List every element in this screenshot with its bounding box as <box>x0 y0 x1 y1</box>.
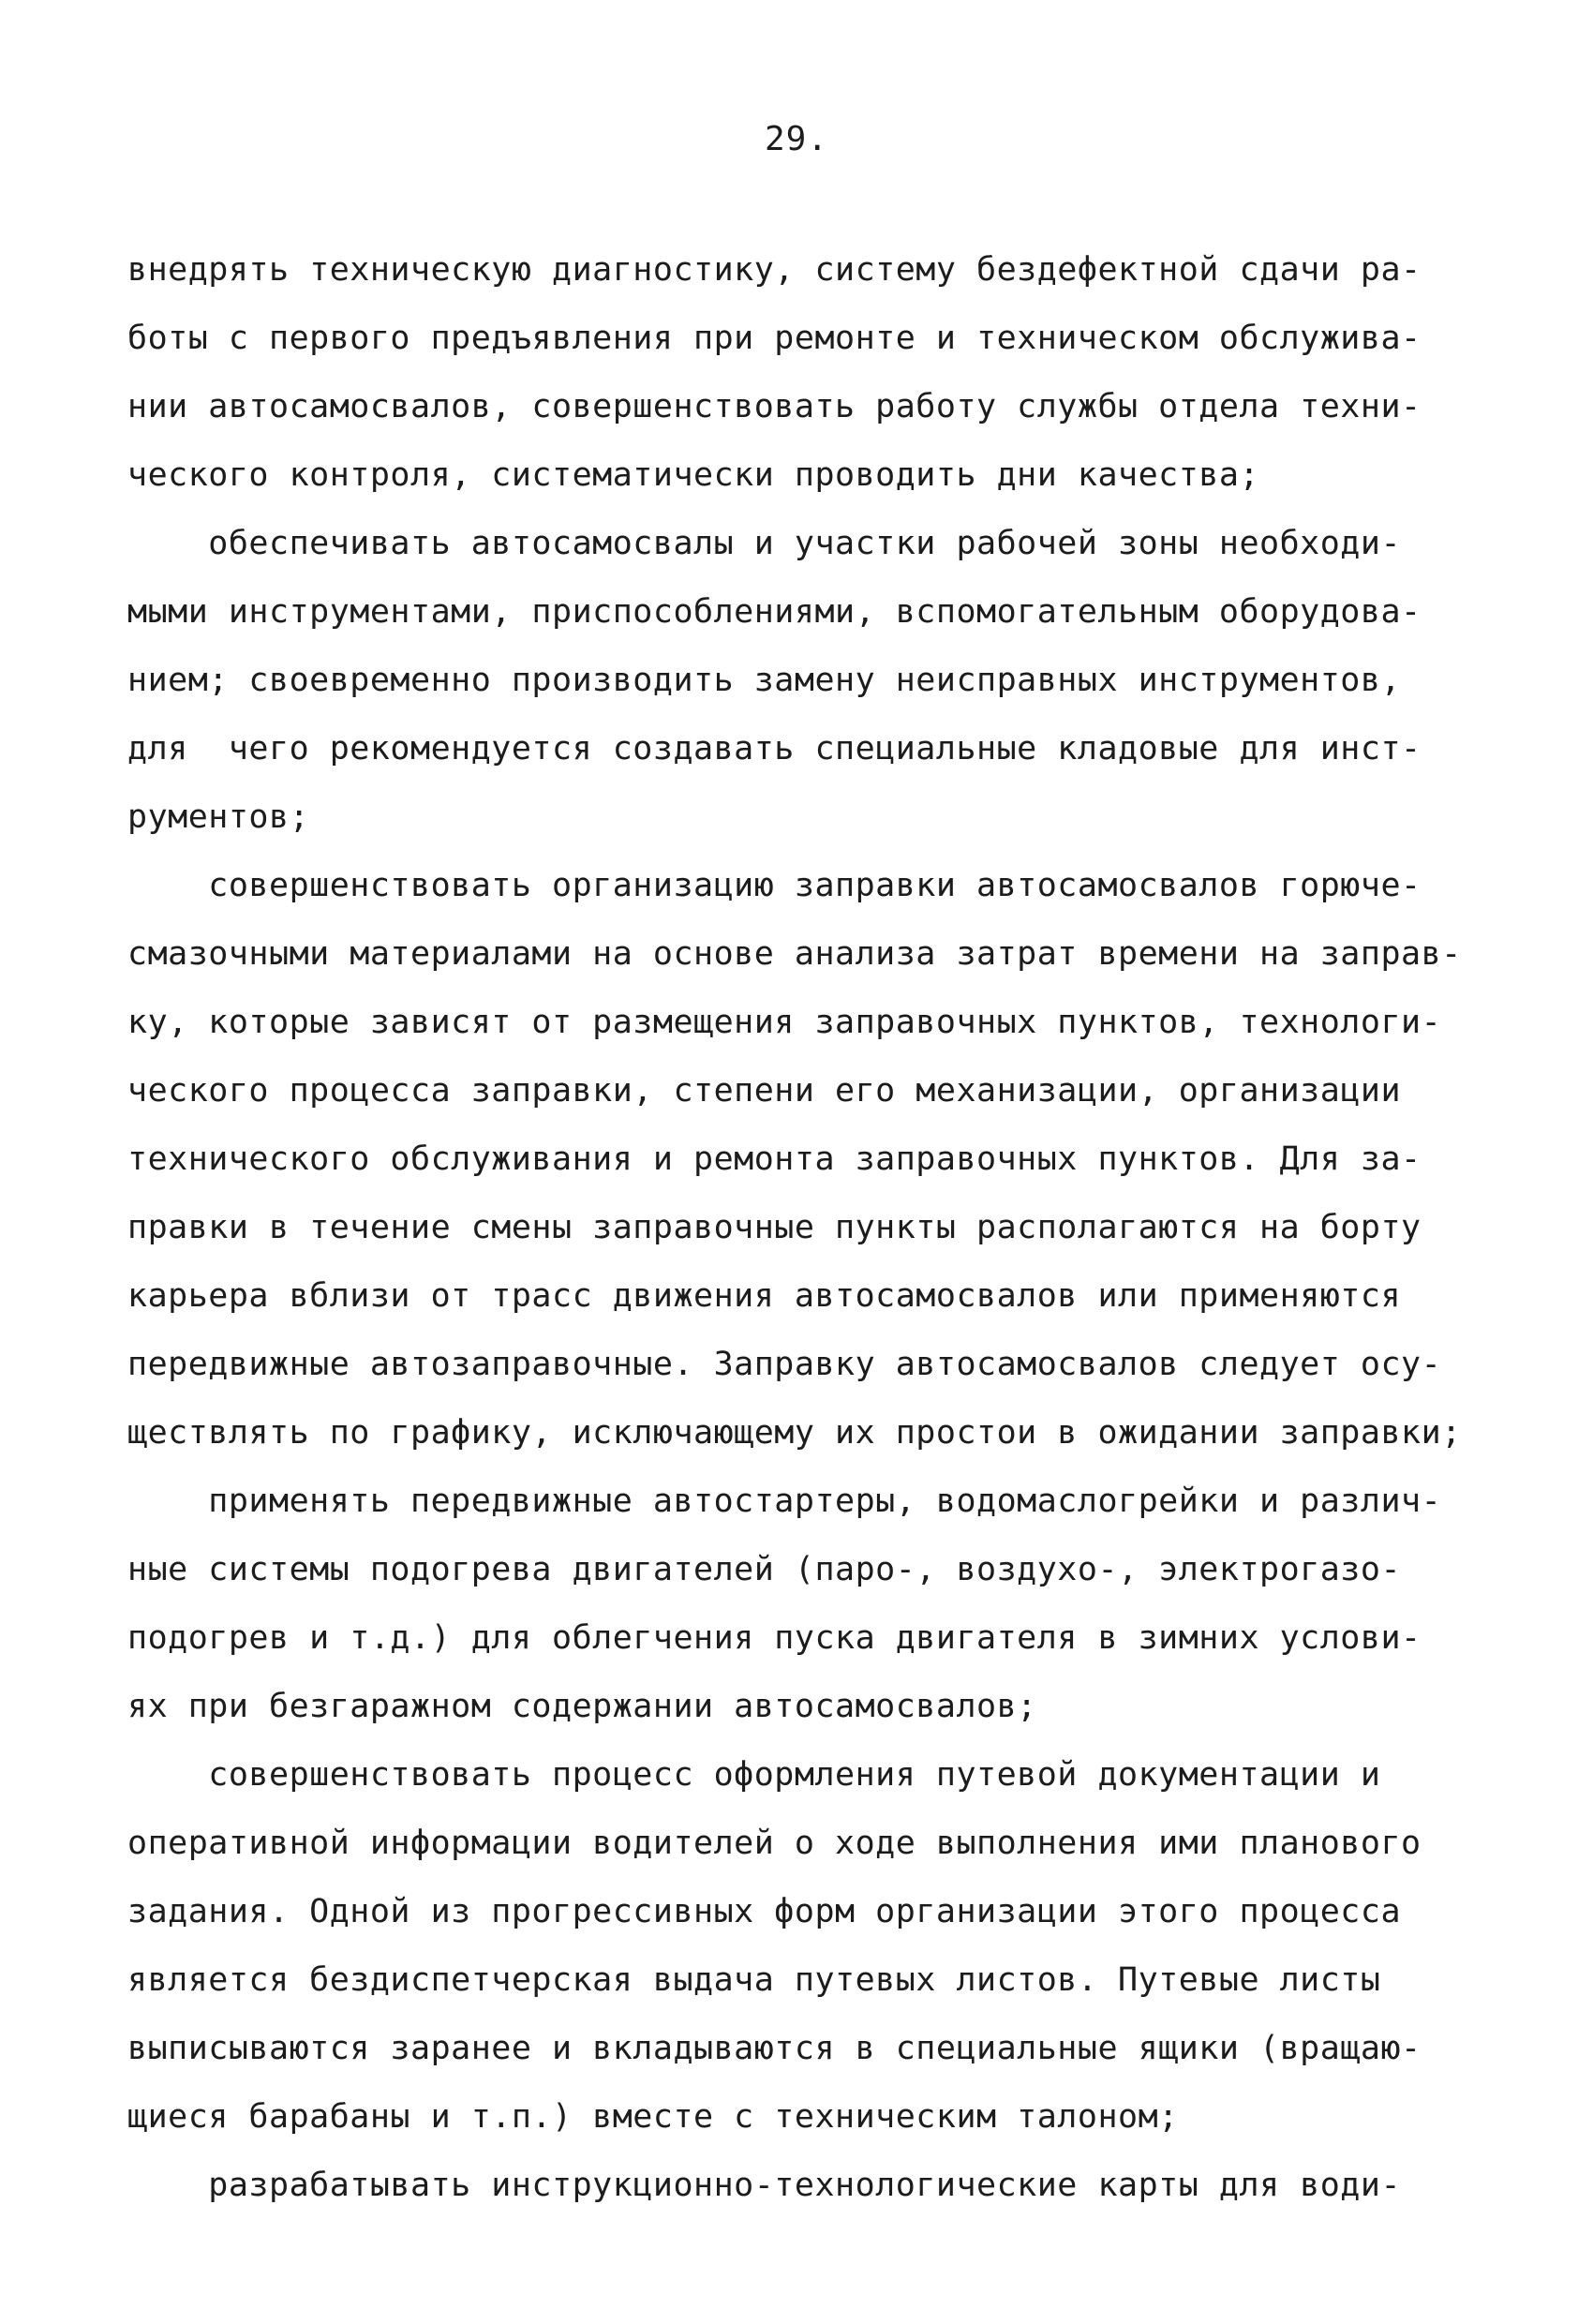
text-line: передвижные автозаправочные. Заправку автосамосвалов следует осу- <box>127 1346 1442 1383</box>
text-line: нии автосамосвалов, совершенствовать работу службы отдела техни- <box>127 388 1422 425</box>
text-line: для чего рекомендуется создавать специальные кладовые для инст- <box>127 730 1422 767</box>
text-line: разрабатывать инструкционно-технологические карты для води- <box>127 2167 1402 2204</box>
text-line: нием; своевременно производить замену неисправных инструментов, <box>127 662 1402 699</box>
text-line: обеспечивать автосамосвалы и участки рабочей зоны необходи- <box>127 525 1402 562</box>
text-line: задания. Одной из прогрессивных форм организации этого процесса <box>127 1893 1402 1930</box>
text-line: смазочными материалами на основе анализа затрат времени на заправ- <box>127 935 1462 973</box>
text-line: рументов; <box>127 798 310 836</box>
text-line: ществлять по графику, исключающему их простои в ожидании заправки; <box>127 1414 1462 1452</box>
text-line: внедрять техническую диагностику, систему бездефектной сдачи ра- <box>127 251 1422 289</box>
text-line: совершенствовать процесс оформления путевой документации и <box>127 1756 1381 1794</box>
text-line: карьера вблизи от трасс движения автосамосвалов или применяются <box>127 1277 1402 1315</box>
document-body <box>127 236 1514 2220</box>
page-number: 29. <box>764 120 829 158</box>
text-line: подогрев и т.д.) для облегчения пуска двигателя в зимних услови- <box>127 1619 1422 1657</box>
text-line: ку, которые зависят от размещения заправочных пунктов, технологи- <box>127 1004 1442 1041</box>
text-line: выписываются заранее и вкладываются в специальные ящики (вращаю- <box>127 2030 1422 2067</box>
text-line: оперативной информации водителей о ходе выполнения ими планового <box>127 1825 1422 1862</box>
text-line: применять передвижные автостартеры, водомаслогрейки и различ- <box>127 1482 1442 1520</box>
text-line: боты с первого предъявления при ремонте и техническом обслужива- <box>127 320 1422 357</box>
text-line: ные системы подогрева двигателей (паро-, воздухо-, электрогазо- <box>127 1551 1402 1588</box>
text-line: совершенствовать организацию заправки автосамосвалов горюче- <box>127 867 1422 904</box>
text-line: ческого процесса заправки, степени его механизации, организации <box>127 1072 1402 1110</box>
text-line: щиеся барабаны и т.п.) вместе с техническим талоном; <box>127 2098 1179 2136</box>
text-line: ческого контроля, систематически проводить дни качества; <box>127 456 1260 494</box>
text-line: мыми инструментами, приспособлениями, вспомогательным оборудова- <box>127 593 1422 631</box>
text-line: правки в течение смены заправочные пункты располагаются на борту <box>127 1209 1422 1246</box>
text-line: технического обслуживания и ремонта заправочных пунктов. Для за- <box>127 1140 1422 1178</box>
text-line: ях при безгаражном содержании автосамосвалов; <box>127 1688 1037 1725</box>
text-line: является бездиспетчерская выдача путевых листов. Путевые листы <box>127 1961 1381 1999</box>
